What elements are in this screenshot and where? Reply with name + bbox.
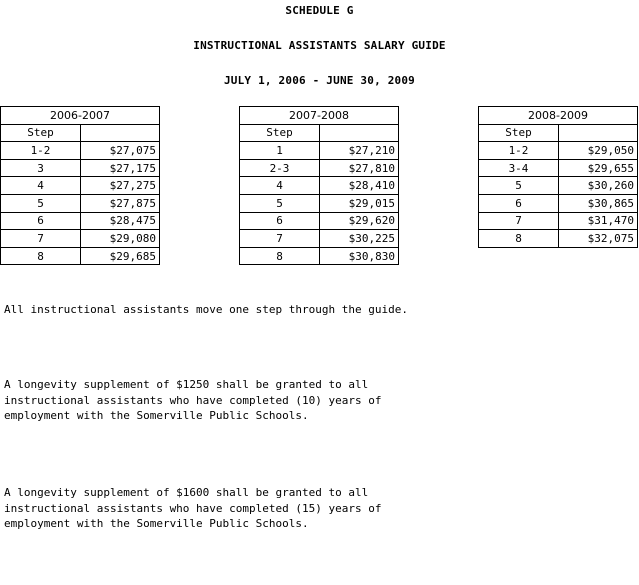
amount-cell: $27,810 bbox=[320, 159, 399, 177]
step-cell: 8 bbox=[1, 247, 81, 265]
table-row bbox=[479, 194, 638, 212]
schedule-label: SCHEDULE G bbox=[285, 4, 354, 17]
table-year-header: 2008-2009 bbox=[479, 107, 638, 125]
amount-cell: $27,210 bbox=[320, 142, 399, 160]
amount-cell: $29,685 bbox=[81, 247, 160, 265]
step-column-header: Step bbox=[479, 124, 559, 142]
amount-cell: $27,275 bbox=[81, 177, 160, 195]
amount-column-header bbox=[81, 124, 160, 142]
step-cell: 8 bbox=[479, 230, 559, 248]
amount-cell: $28,475 bbox=[81, 212, 160, 230]
period-label: JULY 1, 2006 - JUNE 30, 2009 bbox=[223, 74, 416, 87]
step-cell: 1-2 bbox=[1, 142, 81, 160]
step-movement-note: All instructional assistants move one step through the guide. bbox=[4, 303, 408, 316]
amount-column-header bbox=[559, 124, 638, 142]
table-row bbox=[1, 159, 160, 177]
step-cell: 6 bbox=[1, 212, 81, 230]
step-cell: 3-4 bbox=[479, 159, 559, 177]
step-cell: 3 bbox=[1, 159, 81, 177]
amount-cell: $29,015 bbox=[320, 194, 399, 212]
page-title: INSTRUCTIONAL ASSISTANTS SALARY GUIDE bbox=[193, 39, 446, 52]
table-row bbox=[240, 230, 399, 248]
amount-cell: $28,410 bbox=[320, 177, 399, 195]
amount-cell: $30,260 bbox=[559, 177, 638, 195]
step-column-header: Step bbox=[1, 124, 81, 142]
table-row bbox=[479, 230, 638, 248]
table-year-header: 2007-2008 bbox=[240, 107, 399, 125]
amount-cell: $29,620 bbox=[320, 212, 399, 230]
amount-cell: $29,080 bbox=[81, 230, 160, 248]
table-row bbox=[1, 142, 160, 160]
table-row bbox=[240, 159, 399, 177]
table-row bbox=[240, 212, 399, 230]
amount-cell: $27,875 bbox=[81, 194, 160, 212]
salary-table-2006-2007 bbox=[0, 106, 160, 265]
amount-cell: $30,225 bbox=[320, 230, 399, 248]
step-cell: 7 bbox=[1, 230, 81, 248]
step-cell: 7 bbox=[479, 212, 559, 230]
table-row bbox=[1, 230, 160, 248]
amount-cell: $32,075 bbox=[559, 230, 638, 248]
amount-cell: $31,470 bbox=[559, 212, 638, 230]
table-row bbox=[240, 194, 399, 212]
step-cell: 4 bbox=[1, 177, 81, 195]
table-row bbox=[1, 177, 160, 195]
step-cell: 6 bbox=[479, 194, 559, 212]
table-row bbox=[479, 159, 638, 177]
amount-cell: $30,865 bbox=[559, 194, 638, 212]
table-row bbox=[1, 212, 160, 230]
table-row bbox=[240, 177, 399, 195]
salary-table-2008-2009 bbox=[478, 106, 638, 248]
table-row bbox=[479, 177, 638, 195]
amount-cell: $29,655 bbox=[559, 159, 638, 177]
step-cell: 1-2 bbox=[479, 142, 559, 160]
amount-cell: $30,830 bbox=[320, 247, 399, 265]
step-cell: 5 bbox=[479, 177, 559, 195]
step-cell: 1 bbox=[240, 142, 320, 160]
step-cell: 2-3 bbox=[240, 159, 320, 177]
table-row bbox=[240, 247, 399, 265]
salary-table-2007-2008 bbox=[239, 106, 399, 265]
step-cell: 7 bbox=[240, 230, 320, 248]
amount-cell: $27,175 bbox=[81, 159, 160, 177]
table-row bbox=[479, 212, 638, 230]
table-row bbox=[1, 194, 160, 212]
step-cell: 4 bbox=[240, 177, 320, 195]
table-year-header: 2006-2007 bbox=[1, 107, 160, 125]
longevity-10-note: A longevity supplement of $1250 shall be granted to all instructional assistants who have completed (10) years of employment with the Somerville Public Schools. bbox=[4, 378, 382, 422]
step-cell: 8 bbox=[240, 247, 320, 265]
step-column-header: Step bbox=[240, 124, 320, 142]
table-row bbox=[1, 247, 160, 265]
step-cell: 5 bbox=[1, 194, 81, 212]
step-cell: 6 bbox=[240, 212, 320, 230]
table-row bbox=[240, 142, 399, 160]
amount-cell: $27,075 bbox=[81, 142, 160, 160]
step-cell: 5 bbox=[240, 194, 320, 212]
longevity-15-note: A longevity supplement of $1600 shall be granted to all instructional assistants who have completed (15) years of employment with the Somerville Public Schools. bbox=[4, 486, 382, 530]
amount-column-header bbox=[320, 124, 399, 142]
amount-cell: $29,050 bbox=[559, 142, 638, 160]
table-row bbox=[479, 142, 638, 160]
